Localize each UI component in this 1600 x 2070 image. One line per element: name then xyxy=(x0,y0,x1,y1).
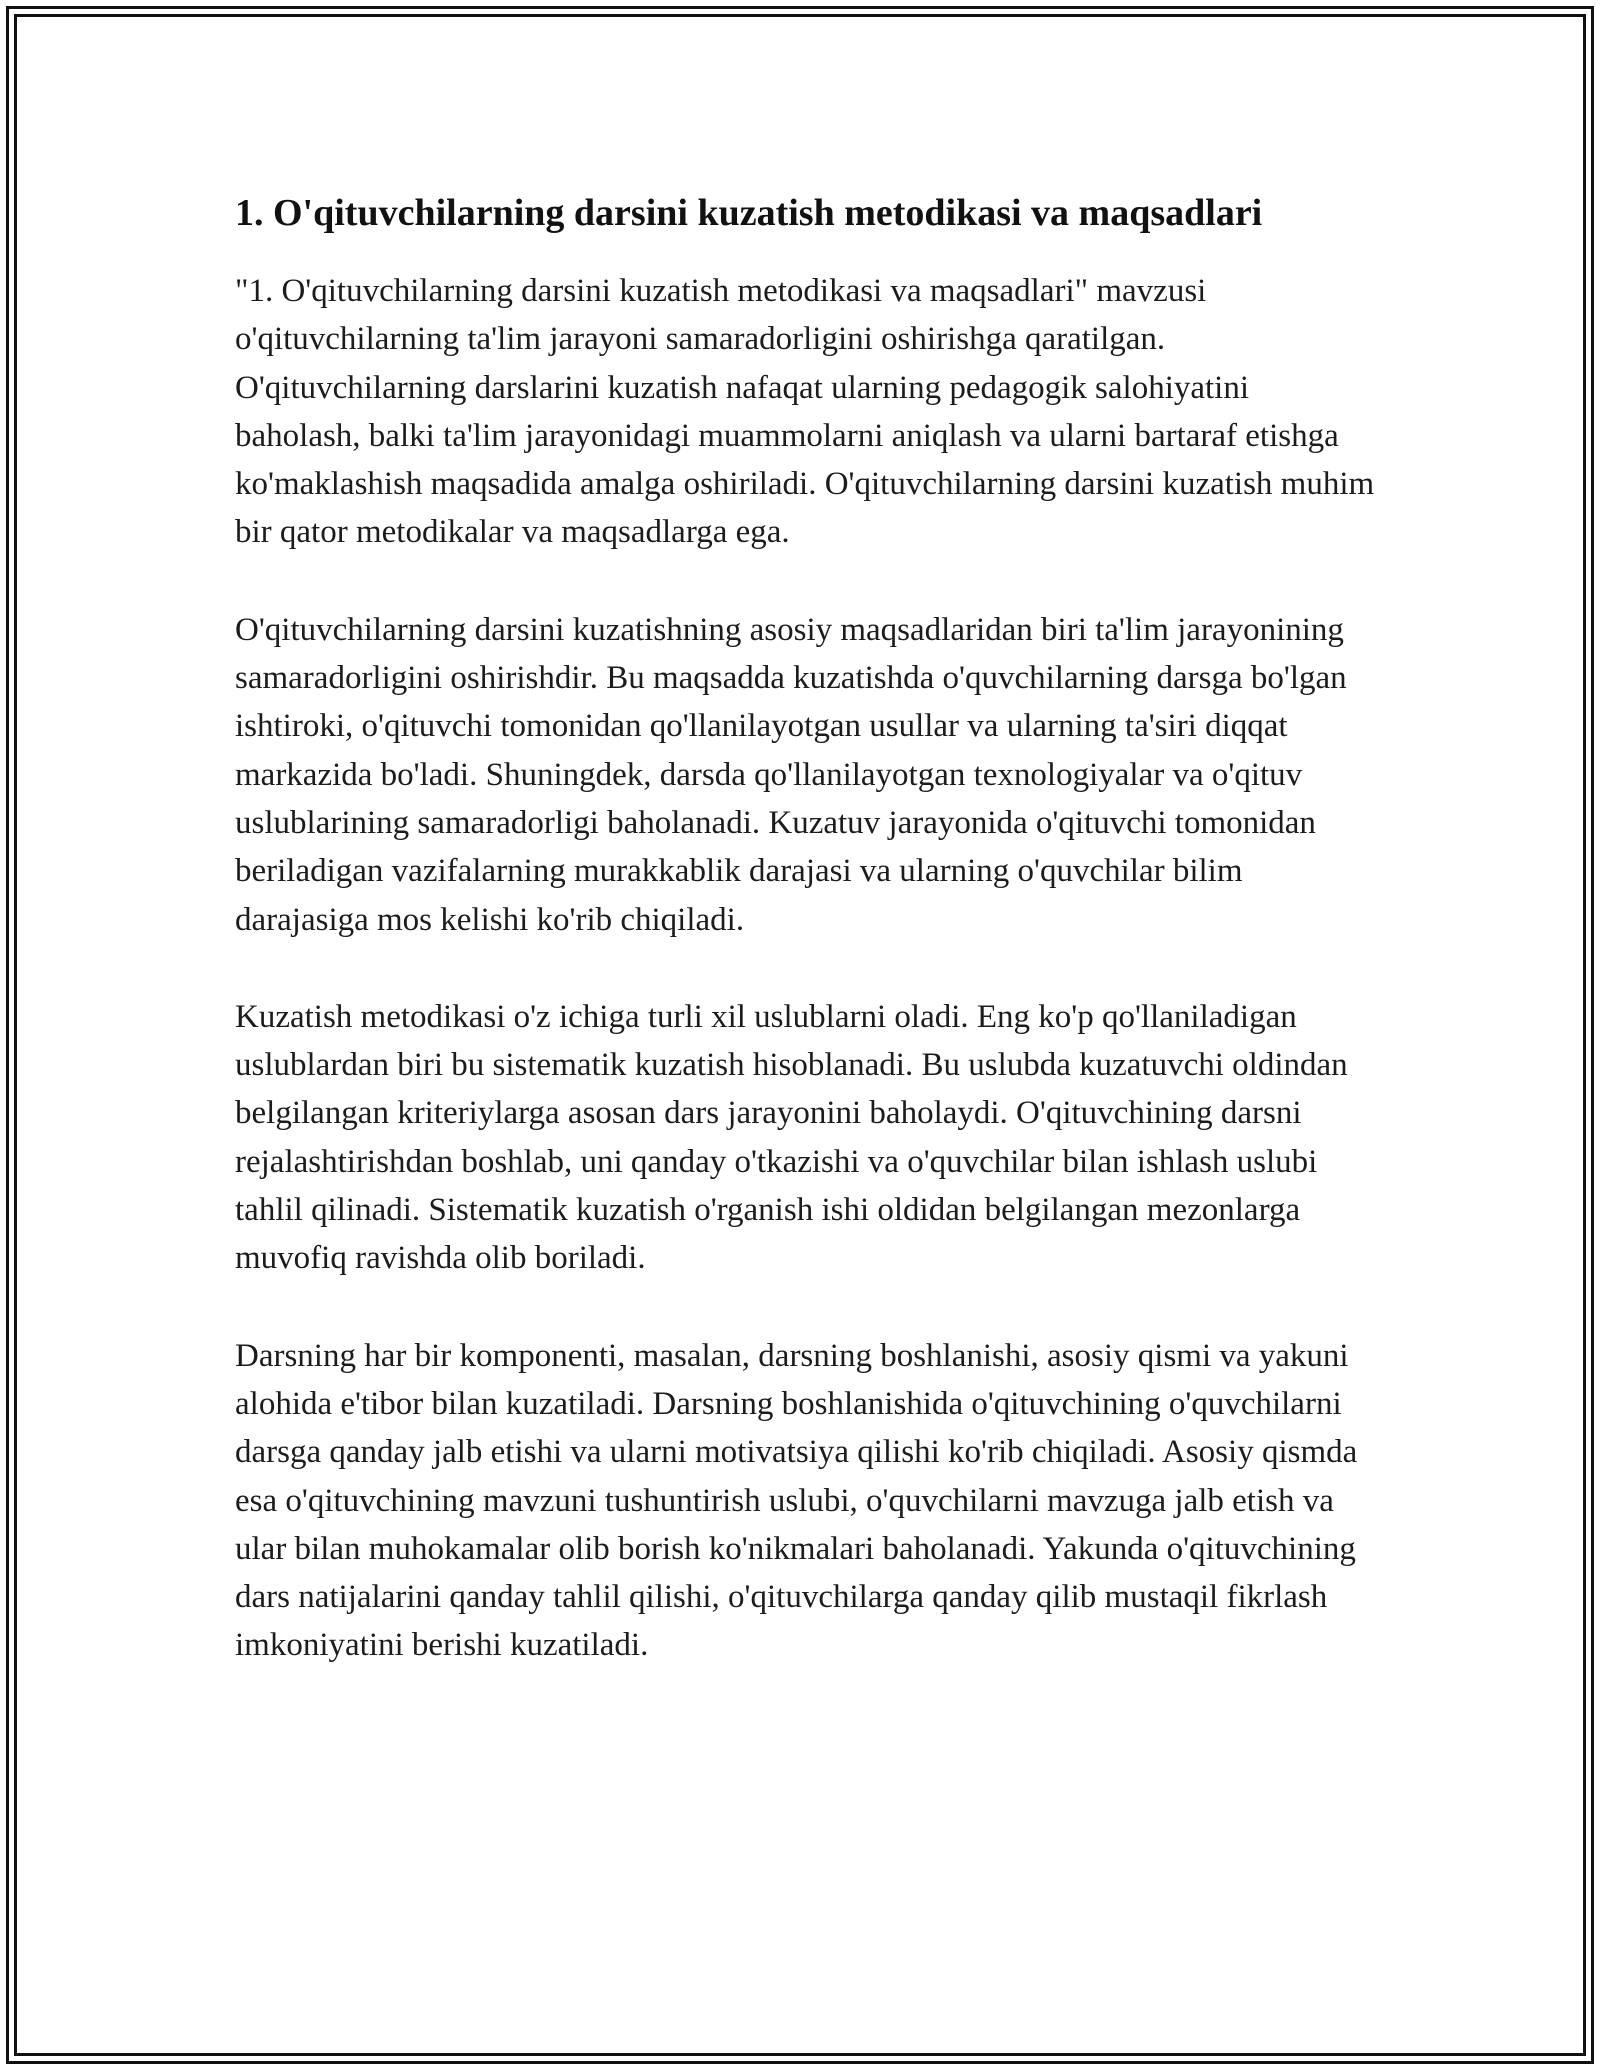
paragraph-1: "1. O'qituvchilarning darsini kuzatish metodikasi va maqsadlari" mavzusi o'qituvchilarning ta'lim jarayoni samaradorligini oshirishga qaratilgan. O'qituvchilarning darslarini kuzatish nafaqat ularning pedagogik salohiyatini baholash, balki ta'lim jarayonidagi muammolarni aniqlash va ularni bartaraf etishga ko'maklashish maqsadida amalga oshiriladi. O'qituvchilarning darsini kuzatish muhim bir qator metodikalar va maqsadlarga ega. xyxy=(235,273,1375,551)
document-title: 1. O'qituvchilarning darsini kuzatish metodikasi va maqsadlari xyxy=(235,192,1263,234)
paragraph-4: Darsning har bir komponenti, masalan, darsning boshlanishi, asosiy qismi va yakuni alohida e'tibor bilan kuzatiladi. Darsning boshlanishida o'qituvchining o'quvchilarni darsga qanday jalb etishi va ularni motivatsiya qilishi ko'rib chiqiladi. Asosiy qismda esa o'qituvchining mavzuni tushuntirish uslubi, o'quvchilarni mavzuga jalb etish va ular bilan muhokamalar olib borish ko'nikmalari baholanadi. Yakunda o'qituvchining dars natijalarini qanday tahlil qilishi, o'qituvchilarga qanday qilib mustaqil fikrlash imkoniyatini berishi kuzatiladi. xyxy=(235,1337,1358,1664)
paragraph-2: O'qituvchilarning darsini kuzatishning asosiy maqsadlaridan biri ta'lim jarayonining samaradorligini oshirishdir. Bu maqsadda kuzatishda o'quvchilarning darsga bo'lgan ishtiroki, o'qituvchi tomonidan qo'llanilayotgan usullar va ularning ta'siri diqqat markazida bo'ladi. Shuningdek, darsda qo'llanilayotgan texnologiyalar va o'qituv uslublarining samaradorligi baholanadi. Kuzatuv jarayonida o'qituvchi tomonidan beriladigan vazifalarning murakkablik darajasi va ularning o'quvchilar bilim darajasiga mos kelishi ko'rib chiqiladi. xyxy=(235,611,1347,938)
paragraph-3: Kuzatish metodikasi o'z ichiga turli xil uslublarni oladi. Eng ko'p qo'llaniladigan uslublardan biri bu sistematik kuzatish hisoblanadi. Bu uslubda kuzatuvchi oldindan belgilangan kriteriylarga asosan dars jarayonini baholaydi. O'qituvchining darsni rejalashtirishdan boshlab, uni qanday o'tkazishi va o'quvchilar bilan ishlash uslubi tahlil qilinadi. Sistematik kuzatish o'rganish ishi oldidan belgilangan mezonlarga muvofiq ravishda olib boriladi. xyxy=(235,998,1348,1277)
document-body xyxy=(235,185,1375,1719)
